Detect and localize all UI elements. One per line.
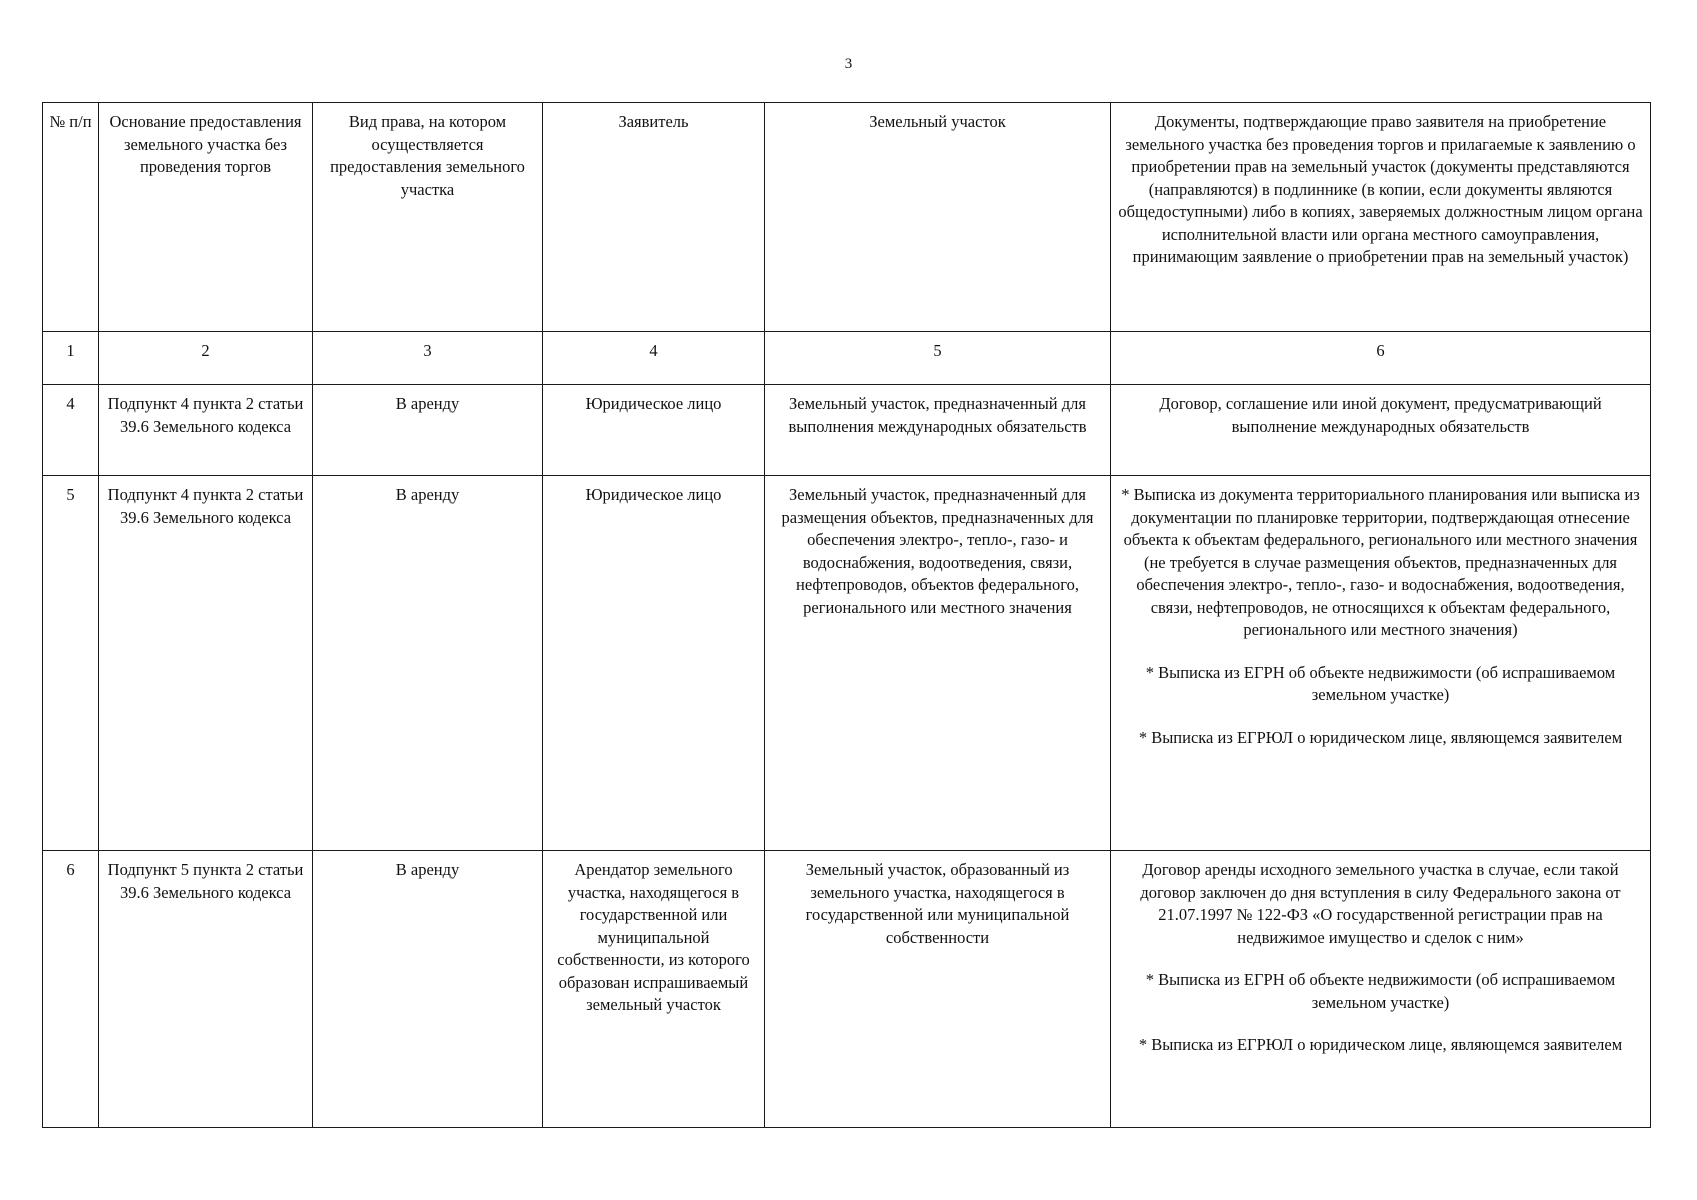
column-number: 3 <box>313 332 543 385</box>
page-number: 3 <box>844 56 853 72</box>
land-plot-cell: Земельный участок, предназначенный для размещения объектов, предназначенных для обеспечения электро-, тепло-, газо- и водоснабжения, водоотведения, связи, нефтепроводов, объектов федерального, регионального или местного значения <box>765 476 1111 851</box>
table-row <box>43 385 1651 476</box>
header-cell: Документы, подтверждающие право заявителя на приобретение земельного участка без проведения торгов и прилагаемые к заявлению о приобретении прав на земельный участок (документы представляются (направляются) в подлиннике (в копии, если документы являются общедоступными) либо в копиях, заверяемых должностным лицом органа исполнительной власти или органа местного самоуправления, принимающим заявление о приобретении прав на земельный участок) <box>1111 103 1651 332</box>
applicant-cell: Арендатор земельного участка, находящегося в государственной или муниципальной собственности, из которого образован испрашиваемый земельный участок <box>543 851 765 1128</box>
document-item: Договор аренды исходного земельного участка в случае, если такой договор заключен до дня вступления в силу Федерального закона от 21.07.1997 № 122-ФЗ «О государственной регистрации прав на недвижимое имущество и сделок с ним» <box>1140 860 1621 947</box>
column-number: 5 <box>765 332 1111 385</box>
documents-cell <box>1111 476 1651 851</box>
land-plot-cell: Земельный участок, предназначенный для выполнения международных обязательств <box>765 385 1111 476</box>
document-item: Договор, соглашение или иной документ, предусматривающий выполнение международных обязательств <box>1159 394 1602 436</box>
header-cell: Вид права, на котором осуществляется предоставления земельного участка <box>313 103 543 332</box>
table-header-row <box>43 103 1651 332</box>
column-number-row <box>43 332 1651 385</box>
document-item: * Выписка из ЕГРЮЛ о юридическом лице, являющемся заявителем <box>1138 1035 1623 1054</box>
header-cell: № п/п <box>43 103 99 332</box>
header-cell: Основание предоставления земельного участка без проведения торгов <box>99 103 313 332</box>
table-row <box>43 476 1651 851</box>
documents-cell <box>1111 851 1651 1128</box>
document-item: * Выписка из ЕГРН об объекте недвижимости (об испрашиваемом земельном участке) <box>1145 970 1616 1012</box>
column-number: 4 <box>543 332 765 385</box>
applicant-cell: Юридическое лицо <box>543 476 765 851</box>
basis-cell: Подпункт 5 пункта 2 статьи 39.6 Земельного кодекса <box>99 851 313 1128</box>
table-row <box>43 851 1651 1128</box>
document-item: * Выписка из ЕГРН об объекте недвижимости (об испрашиваемом земельном участке) <box>1145 662 1616 704</box>
right-type-cell: В аренду <box>313 385 543 476</box>
documents-cell <box>1111 385 1651 476</box>
row-number: 4 <box>43 385 99 476</box>
right-type-cell: В аренду <box>313 851 543 1128</box>
column-number: 6 <box>1111 332 1651 385</box>
header-cell: Земельный участок <box>765 103 1111 332</box>
header-cell: Заявитель <box>543 103 765 332</box>
land-provision-table <box>42 102 1651 1128</box>
column-number: 1 <box>43 332 99 385</box>
land-plot-cell: Земельный участок, образованный из земельного участка, находящегося в государственной или муниципальной собственности <box>765 851 1111 1128</box>
applicant-cell: Юридическое лицо <box>543 385 765 476</box>
row-number: 6 <box>43 851 99 1128</box>
basis-cell: Подпункт 4 пункта 2 статьи 39.6 Земельного кодекса <box>99 385 313 476</box>
row-number: 5 <box>43 476 99 851</box>
column-number: 2 <box>99 332 313 385</box>
document-item: * Выписка из документа территориального планирования или выписка из документации по планировке территории, подтверждающая отнесение объекта к объектам федерального, регионального или местного значения (не требуется в случае размещения объектов, предназначенных для обеспечения электро-, тепло-, газо- и водоснабжения, водоотведения, связи, нефтепроводов, не относящихся к объектам федерального, регионального или местного значения) <box>1121 485 1640 639</box>
document-item: * Выписка из ЕГРЮЛ о юридическом лице, являющемся заявителем <box>1138 727 1623 747</box>
right-type-cell: В аренду <box>313 476 543 851</box>
basis-cell: Подпункт 4 пункта 2 статьи 39.6 Земельного кодекса <box>99 476 313 851</box>
